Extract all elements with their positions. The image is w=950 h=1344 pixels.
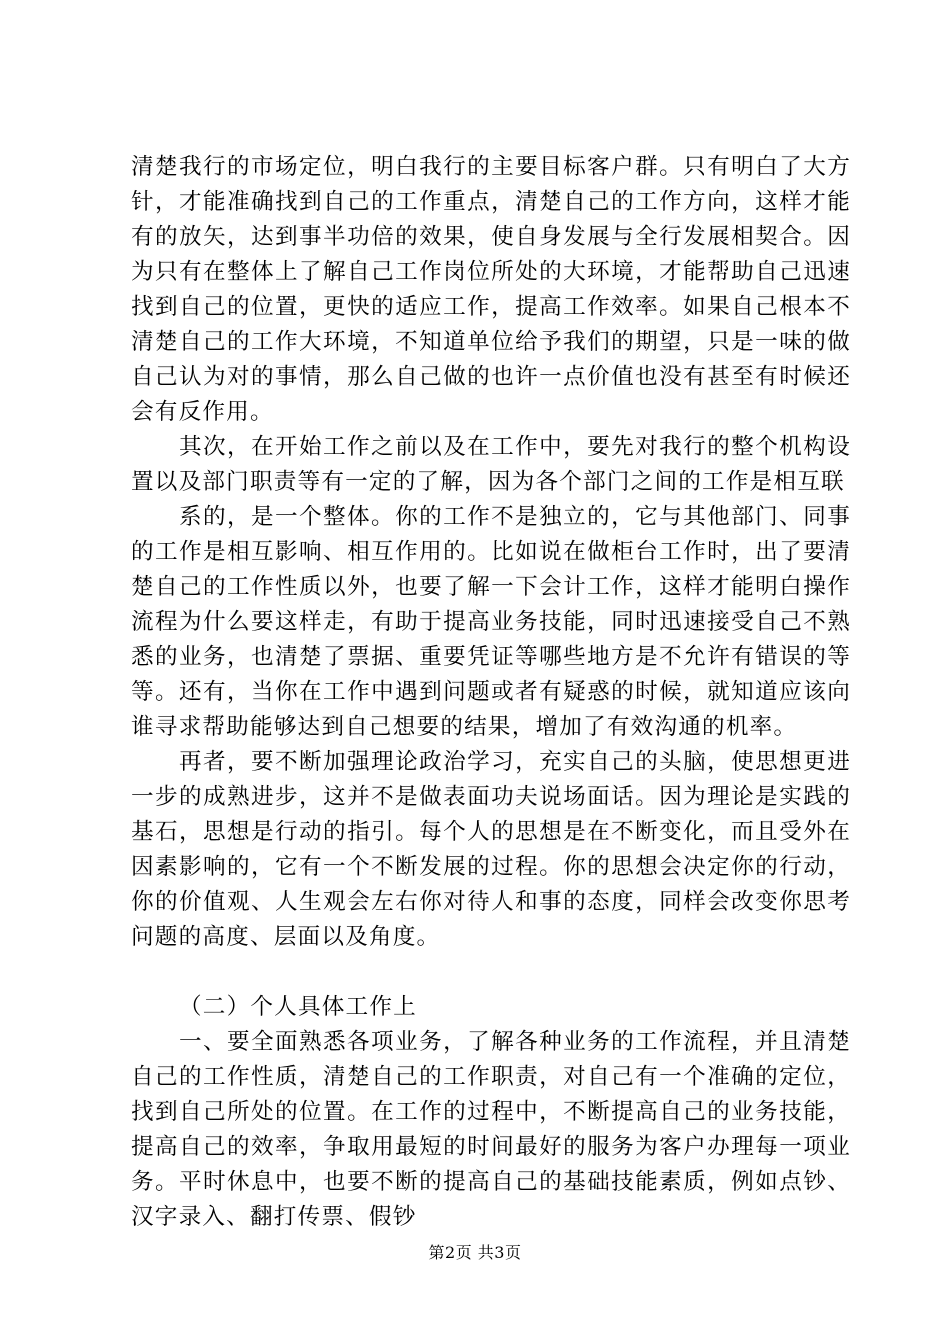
document-body xyxy=(131,150,851,1235)
section-heading: （二）个人具体工作上 xyxy=(179,994,417,1020)
paragraph-1: 清楚我行的市场定位，明白我行的主要目标客户群。只有明白了大方针，才能准确找到自己的工作重点，清楚自己的工作方向，这样才能有的放矢，达到事半功倍的效果，使自身发展与全行发展相契合。因为只有在整体上了解自己工作岗位所处的大环境，才能帮助自己迅速找到自己的位置，更快的适应工作，提高工作效率。如果自己根本不清楚自己的工作大环境，不知道单位给予我们的期望，只是一味的做自己认为对的事情，那么自己做的也许一点价值也没有甚至有时候还会有反作用。 xyxy=(131,154,851,425)
paragraph-4: 再者，要不断加强理论政治学习，充实自己的头脑，使思想更进一步的成熟进步，这并不是做表面功夫说场面话。因为理论是实践的基石，思想是行动的指引。每个人的思想是在不断变化，而且受外在因素影响的，它有一个不断发展的过程。你的思想会决定你的行动，你的价值观、人生观会左右你对待人和事的态度，同样会改变你思考问题的高度、层面以及角度。 xyxy=(131,749,851,950)
paragraph-2: 其次，在开始工作之前以及在工作中，要先对我行的整个机构设置以及部门职责等有一定的了解，因为各个部门之间的工作是相互联 xyxy=(131,434,851,495)
page-number-footer: 第2页 共3页 xyxy=(428,1243,522,1262)
paragraph-3: 系的，是一个整体。你的工作不是独立的，它与其他部门、同事的工作是相互影响、相互作用的。比如说在做柜台工作时，出了要清楚自己的工作性质以外，也要了解一下会计工作，这样才能明白操作流程为什么要这样走，有助于提高业务技能，同时迅速接受自己不熟悉的业务，也清楚了票据、重要凭证等哪些地方是不允许有错误的等等。还有，当你在工作中遇到问题或者有疑惑的时候，就知道应该向谁寻求帮助能够达到自己想要的结果，增加了有效沟通的机率。 xyxy=(131,504,851,740)
paragraph-5: 一、要全面熟悉各项业务，了解各种业务的工作流程，并且清楚自己的工作性质，清楚自己的工作职责，对自己有一个准确的定位，找到自己所处的位置。在工作的过程中，不断提高自己的业务技能，提高自己的效率，争取用最短的时间最好的服务为客户办理每一项业务。平时休息中，也要不断的提高自己的基础技能素质，例如点钞、汉字录入、翻打传票、假钞 xyxy=(131,1029,851,1230)
